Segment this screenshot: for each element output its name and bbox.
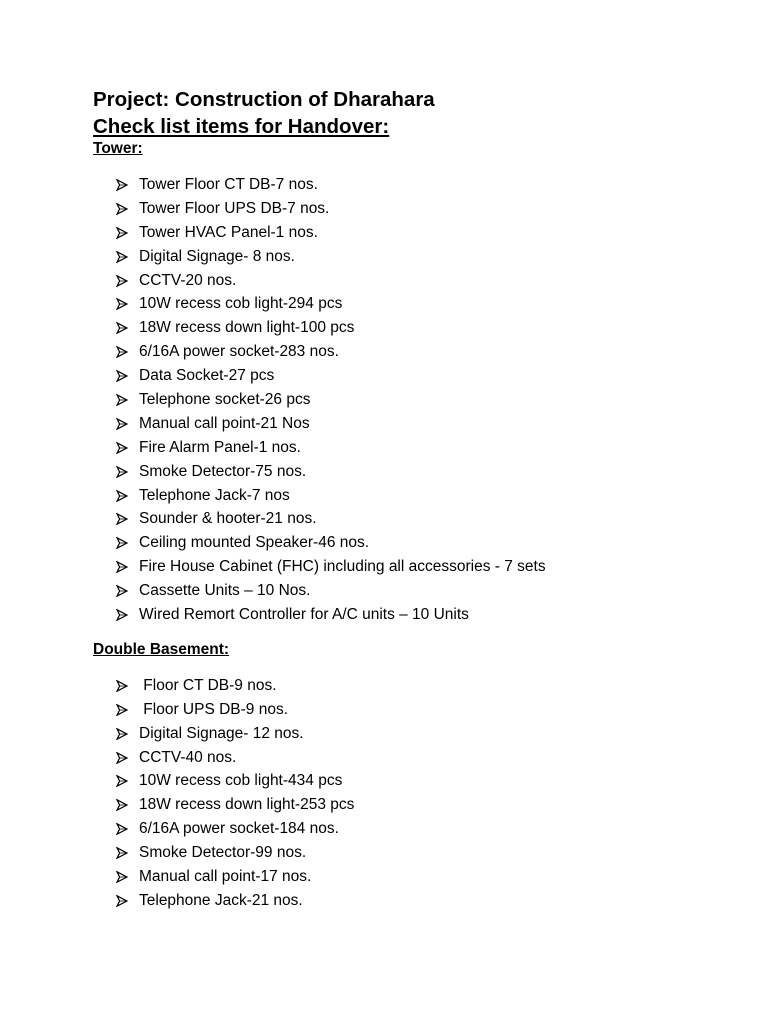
list-item-text: 6/16A power socket-184 nos. (139, 820, 339, 838)
list-item (93, 793, 733, 817)
list-item-text: Fire Alarm Panel-1 nos. (139, 438, 301, 456)
list-item (93, 221, 733, 245)
list-item (93, 436, 733, 460)
list-item (93, 865, 733, 889)
list-item (93, 412, 733, 436)
list-item (93, 173, 733, 197)
arrowhead-bullet-icon (116, 561, 128, 573)
list-item-text: Telephone Jack-21 nos. (139, 891, 303, 909)
arrowhead-bullet-icon (116, 847, 128, 859)
arrowhead-bullet-icon (116, 227, 128, 239)
list-item-text: Cassette Units – 10 Nos. (139, 582, 311, 600)
arrowhead-bullet-icon (116, 728, 128, 740)
list-item (93, 555, 733, 579)
arrowhead-bullet-icon (116, 418, 128, 430)
list-item (93, 388, 733, 412)
list-item-text: Wired Remort Controller for A/C units – 10 Units (139, 606, 469, 624)
list-item (93, 484, 733, 508)
list-item (93, 889, 733, 913)
list-item (93, 316, 733, 340)
list-item (93, 722, 733, 746)
document-page (93, 88, 733, 913)
arrowhead-bullet-icon (116, 203, 128, 215)
arrowhead-bullet-icon (116, 680, 128, 692)
list-item-text: Tower HVAC Panel-1 nos. (139, 223, 318, 241)
list-item-text: Manual call point-17 nos. (139, 868, 312, 886)
list-item-text: Telephone Jack-7 nos (139, 486, 290, 504)
list-item-text: Floor CT DB-9 nos. (139, 676, 277, 694)
section-heading-tower: Tower: (93, 140, 143, 157)
checklist-title: Check list items for Handover: (93, 115, 390, 138)
list-item (93, 460, 733, 484)
list-item-text: Tower Floor CT DB-7 nos. (139, 176, 318, 193)
arrowhead-bullet-icon (116, 251, 128, 263)
list-item (93, 746, 733, 770)
list-item (93, 603, 733, 627)
list-item-text: Digital Signage- 8 nos. (139, 247, 295, 265)
arrowhead-bullet-icon (116, 322, 128, 334)
list-item-text: 6/16A power socket-283 nos. (139, 343, 339, 361)
arrowhead-bullet-icon (116, 179, 128, 191)
list-item-text: Telephone socket-26 pcs (139, 391, 311, 409)
list-item (93, 769, 733, 793)
list-item (93, 340, 733, 364)
list-item-text: 18W recess down light-100 pcs (139, 319, 355, 337)
list-item-text: Sounder & hooter-21 nos. (139, 510, 317, 528)
tower-item-list (93, 173, 733, 627)
list-item-text: Ceiling mounted Speaker-46 nos. (139, 534, 370, 552)
list-item (93, 197, 733, 221)
arrowhead-bullet-icon (116, 346, 128, 358)
arrowhead-bullet-icon (116, 466, 128, 478)
section-heading-double-basement: Double Basement: (93, 640, 230, 658)
arrowhead-bullet-icon (116, 275, 128, 287)
arrowhead-bullet-icon (116, 537, 128, 549)
list-item (93, 698, 733, 722)
list-item (93, 531, 733, 555)
arrowhead-bullet-icon (116, 298, 128, 310)
list-item-text: 10W recess cob light-294 pcs (139, 295, 343, 313)
list-item-text: Floor UPS DB-9 nos. (139, 700, 289, 718)
arrowhead-bullet-icon (116, 442, 128, 454)
arrowhead-bullet-icon (116, 394, 128, 406)
list-item-text: Smoke Detector-75 nos. (139, 462, 307, 480)
arrowhead-bullet-icon (116, 370, 128, 382)
arrowhead-bullet-icon (116, 752, 128, 764)
arrowhead-bullet-icon (116, 799, 128, 811)
list-item (93, 292, 733, 316)
list-item (93, 579, 733, 603)
list-item-text: Smoke Detector-99 nos. (139, 844, 307, 862)
list-item (93, 841, 733, 865)
list-item-text: Fire House Cabinet (FHC) including all accessories - 7 sets (139, 558, 546, 576)
list-item-text: Manual call point-21 Nos (139, 414, 310, 432)
double-basement-item-list (93, 674, 733, 913)
list-item (93, 817, 733, 841)
arrowhead-bullet-icon (116, 871, 128, 883)
arrowhead-bullet-icon (116, 513, 128, 525)
list-item (93, 507, 733, 531)
arrowhead-bullet-icon (116, 775, 128, 787)
list-item-text: CCTV-20 nos. (139, 271, 237, 289)
arrowhead-bullet-icon (116, 490, 128, 502)
list-item-text: Tower Floor UPS DB-7 nos. (139, 199, 330, 217)
list-item (93, 245, 733, 269)
list-item (93, 364, 733, 388)
arrowhead-bullet-icon (116, 704, 128, 716)
list-item-text: 18W recess down light-253 pcs (139, 796, 355, 814)
list-item-text: Data Socket-27 pcs (139, 367, 275, 385)
arrowhead-bullet-icon (116, 609, 128, 621)
list-item-text: Digital Signage- 12 nos. (139, 724, 304, 742)
list-item-text: CCTV-40 nos. (139, 748, 237, 766)
project-title: Project: Construction of Dharahara (93, 88, 435, 111)
list-item (93, 674, 733, 698)
list-item-text: 10W recess cob light-434 pcs (139, 772, 343, 790)
arrowhead-bullet-icon (116, 823, 128, 835)
arrowhead-bullet-icon (116, 895, 128, 907)
list-item (93, 269, 733, 293)
arrowhead-bullet-icon (116, 585, 128, 597)
